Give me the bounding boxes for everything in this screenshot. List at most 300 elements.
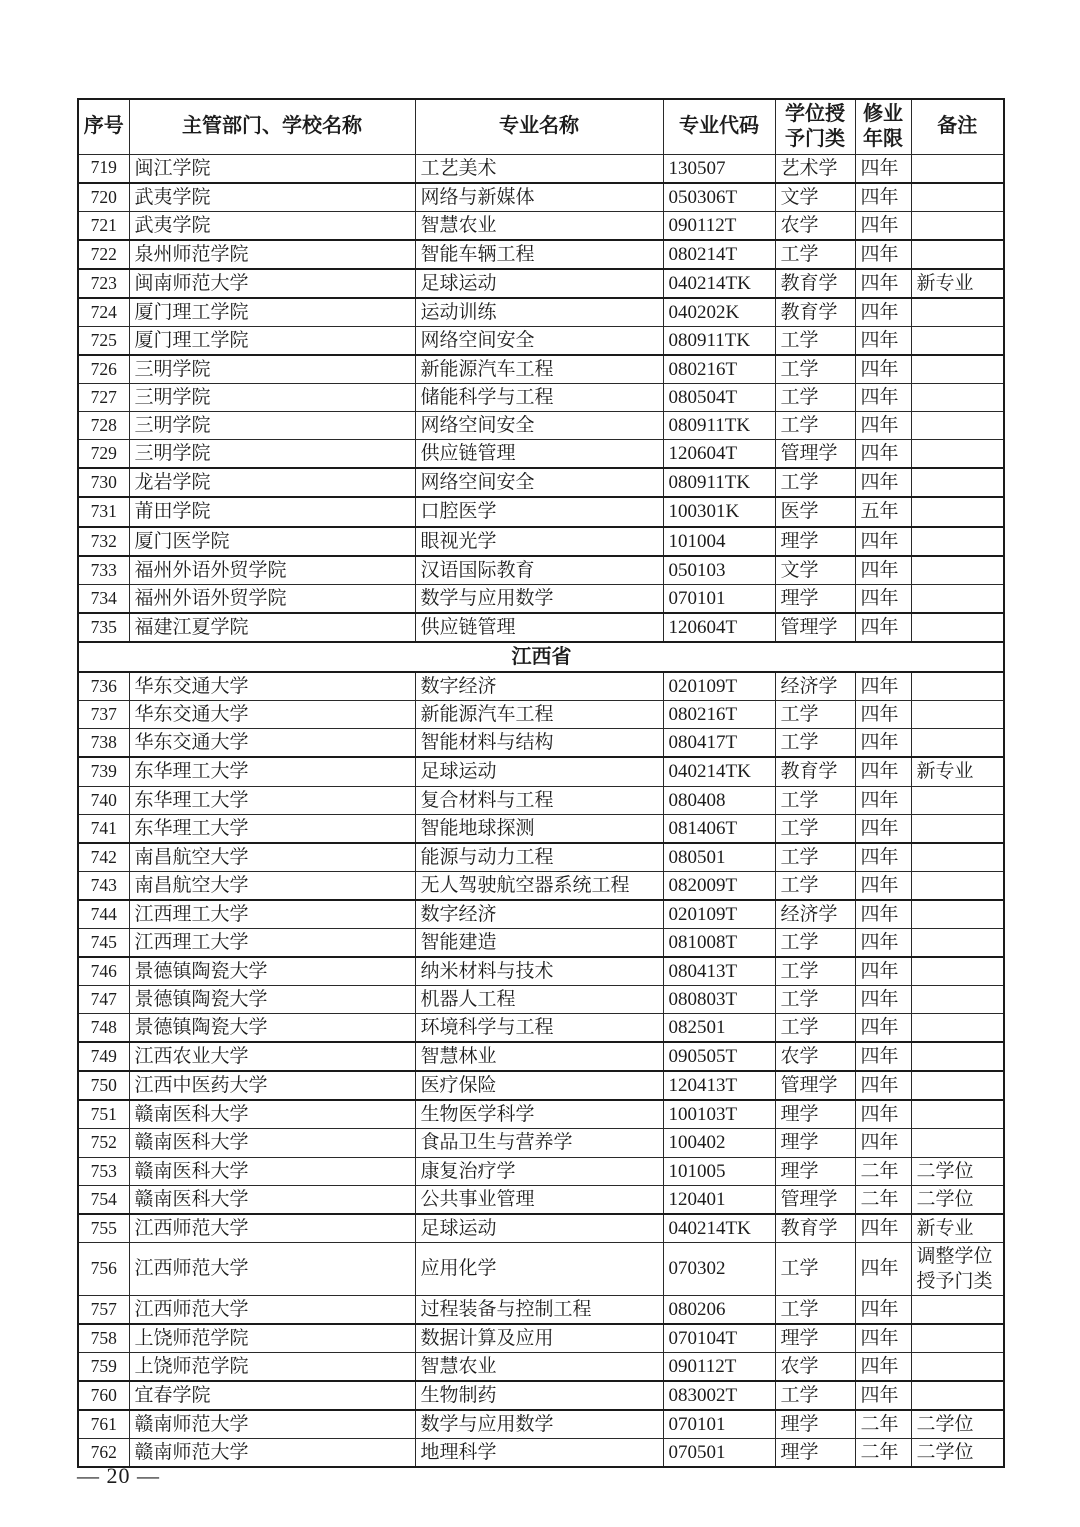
table-body (78, 154, 1004, 1467)
remark-cell (911, 900, 1004, 929)
row-serial-number: 762 (78, 1439, 129, 1468)
major-code-cell: 080911TK (663, 412, 775, 440)
degree-category-cell: 农学 (775, 1353, 855, 1382)
major-code-cell: 080206 (663, 1295, 775, 1324)
remark-cell: 调整学位授予门类 (911, 1242, 1004, 1295)
study-years-cell: 四年 (855, 240, 911, 269)
row-serial-number: 739 (78, 757, 129, 786)
remark-cell (911, 843, 1004, 872)
row-serial-number: 726 (78, 355, 129, 384)
degree-category-cell: 工学 (775, 1295, 855, 1324)
study-years-cell: 四年 (855, 1100, 911, 1129)
study-years-cell: 四年 (855, 900, 911, 929)
degree-category-cell: 工学 (775, 957, 855, 986)
table-row (78, 497, 1004, 526)
row-serial-number: 727 (78, 384, 129, 412)
school-name-cell: 赣南医科大学 (129, 1100, 415, 1129)
degree-category-cell: 管理学 (775, 1071, 855, 1100)
study-years-cell: 四年 (855, 355, 911, 384)
degree-category-cell: 理学 (775, 1439, 855, 1468)
table-row (78, 556, 1004, 585)
remark-cell (911, 183, 1004, 212)
row-serial-number: 724 (78, 298, 129, 327)
row-serial-number: 757 (78, 1295, 129, 1324)
major-name-cell: 足球运动 (415, 1214, 663, 1243)
major-code-cell: 082009T (663, 871, 775, 900)
row-serial-number: 748 (78, 1014, 129, 1043)
remark-cell (911, 928, 1004, 957)
major-name-cell: 供应链管理 (415, 613, 663, 642)
study-years-cell: 四年 (855, 1381, 911, 1410)
row-serial-number: 749 (78, 1042, 129, 1071)
major-name-cell: 地理科学 (415, 1439, 663, 1468)
major-name-cell: 足球运动 (415, 269, 663, 298)
major-code-cell: 101004 (663, 527, 775, 556)
major-name-cell: 应用化学 (415, 1242, 663, 1295)
remark-cell (911, 584, 1004, 613)
remark-cell (911, 871, 1004, 900)
remark-cell (911, 986, 1004, 1014)
degree-category-cell: 工学 (775, 871, 855, 900)
study-years-cell: 四年 (855, 1242, 911, 1295)
row-serial-number: 740 (78, 786, 129, 814)
major-code-cell: 081406T (663, 814, 775, 843)
school-name-cell: 南昌航空大学 (129, 843, 415, 872)
table-row (78, 672, 1004, 701)
major-code-cell: 040202K (663, 298, 775, 327)
remark-cell (911, 729, 1004, 758)
school-name-cell: 江西师范大学 (129, 1214, 415, 1243)
row-serial-number: 760 (78, 1381, 129, 1410)
row-serial-number: 743 (78, 871, 129, 900)
major-code-cell: 070302 (663, 1242, 775, 1295)
row-serial-number: 755 (78, 1214, 129, 1243)
major-name-cell: 复合材料与工程 (415, 786, 663, 814)
school-name-cell: 厦门医学院 (129, 527, 415, 556)
major-code-cell: 080417T (663, 729, 775, 758)
school-name-cell: 龙岩学院 (129, 468, 415, 497)
degree-category-cell: 工学 (775, 1014, 855, 1043)
province-section-label: 江西省 (78, 642, 1004, 672)
major-name-cell: 数学与应用数学 (415, 1410, 663, 1439)
table-row (78, 1157, 1004, 1185)
degree-category-cell: 教育学 (775, 298, 855, 327)
table-row (78, 468, 1004, 497)
row-serial-number: 756 (78, 1242, 129, 1295)
school-name-cell: 江西师范大学 (129, 1242, 415, 1295)
major-code-cell: 083002T (663, 1381, 775, 1410)
major-code-cell: 081008T (663, 928, 775, 957)
table-row (78, 355, 1004, 384)
major-code-cell: 090505T (663, 1042, 775, 1071)
table-row (78, 757, 1004, 786)
major-name-cell: 运动训练 (415, 298, 663, 327)
table-row (78, 527, 1004, 556)
remark-cell (911, 814, 1004, 843)
study-years-cell: 二年 (855, 1410, 911, 1439)
degree-category-cell: 农学 (775, 211, 855, 240)
school-name-cell: 南昌航空大学 (129, 871, 415, 900)
school-name-cell: 赣南医科大学 (129, 1157, 415, 1185)
major-name-cell: 智能地球探测 (415, 814, 663, 843)
table-row (78, 928, 1004, 957)
major-code-cell: 080501 (663, 843, 775, 872)
remark-cell: 二学位 (911, 1410, 1004, 1439)
school-name-cell: 江西理工大学 (129, 900, 415, 929)
study-years-cell: 四年 (855, 269, 911, 298)
remark-cell: 二学位 (911, 1439, 1004, 1468)
row-serial-number: 723 (78, 269, 129, 298)
school-name-cell: 福州外语外贸学院 (129, 584, 415, 613)
major-code-cell: 130507 (663, 154, 775, 183)
study-years-cell: 四年 (855, 527, 911, 556)
degree-category-cell: 工学 (775, 326, 855, 355)
major-code-cell: 090112T (663, 211, 775, 240)
table-row (78, 1100, 1004, 1129)
degree-category-cell: 工学 (775, 843, 855, 872)
major-code-cell: 040214TK (663, 1214, 775, 1243)
header-col-serial-number: 序号 (78, 99, 129, 154)
table-row (78, 211, 1004, 240)
degree-category-cell: 工学 (775, 986, 855, 1014)
degree-category-cell: 工学 (775, 928, 855, 957)
table-row (78, 1439, 1004, 1468)
row-serial-number: 751 (78, 1100, 129, 1129)
school-name-cell: 赣南医科大学 (129, 1129, 415, 1157)
study-years-cell: 四年 (855, 1014, 911, 1043)
row-serial-number: 737 (78, 701, 129, 729)
study-years-cell: 四年 (855, 1353, 911, 1382)
remark-cell (911, 412, 1004, 440)
study-years-cell: 四年 (855, 211, 911, 240)
remark-cell (911, 1324, 1004, 1353)
row-serial-number: 719 (78, 154, 129, 183)
major-code-cell: 070101 (663, 1410, 775, 1439)
study-years-cell: 四年 (855, 1071, 911, 1100)
table-row (78, 1042, 1004, 1071)
degree-category-cell: 经济学 (775, 672, 855, 701)
table-row (78, 1071, 1004, 1100)
major-code-cell: 080216T (663, 355, 775, 384)
table-row (78, 1410, 1004, 1439)
school-name-cell: 赣南医科大学 (129, 1185, 415, 1214)
table-row (78, 1129, 1004, 1157)
table-row (78, 412, 1004, 440)
major-code-cell: 040214TK (663, 757, 775, 786)
major-code-cell: 050103 (663, 556, 775, 585)
school-name-cell: 江西理工大学 (129, 928, 415, 957)
remark-cell (911, 1014, 1004, 1043)
table-row (78, 269, 1004, 298)
major-code-cell: 050306T (663, 183, 775, 212)
degree-category-cell: 文学 (775, 183, 855, 212)
major-name-cell: 口腔医学 (415, 497, 663, 526)
degree-category-cell: 农学 (775, 1042, 855, 1071)
degree-category-cell: 理学 (775, 584, 855, 613)
major-name-cell: 数字经济 (415, 900, 663, 929)
row-serial-number: 731 (78, 497, 129, 526)
remark-cell (911, 298, 1004, 327)
school-name-cell: 泉州师范学院 (129, 240, 415, 269)
degree-category-cell: 工学 (775, 240, 855, 269)
remark-cell (911, 497, 1004, 526)
remark-cell (911, 326, 1004, 355)
study-years-cell: 四年 (855, 986, 911, 1014)
header-col-major-code: 专业代码 (663, 99, 775, 154)
school-name-cell: 江西农业大学 (129, 1042, 415, 1071)
degree-category-cell: 教育学 (775, 757, 855, 786)
table-row (78, 326, 1004, 355)
school-name-cell: 华东交通大学 (129, 701, 415, 729)
remark-cell (911, 468, 1004, 497)
major-name-cell: 过程装备与控制工程 (415, 1295, 663, 1324)
row-serial-number: 758 (78, 1324, 129, 1353)
row-serial-number: 733 (78, 556, 129, 585)
degree-category-cell: 管理学 (775, 1185, 855, 1214)
study-years-cell: 四年 (855, 1129, 911, 1157)
remark-cell (911, 701, 1004, 729)
study-years-cell: 五年 (855, 497, 911, 526)
school-name-cell: 武夷学院 (129, 211, 415, 240)
table-row (78, 154, 1004, 183)
degree-category-cell: 工学 (775, 355, 855, 384)
study-years-cell: 四年 (855, 1042, 911, 1071)
degree-category-cell: 理学 (775, 1324, 855, 1353)
degree-category-cell: 工学 (775, 468, 855, 497)
header-col-study-years: 修业年限 (855, 99, 911, 154)
remark-cell (911, 1129, 1004, 1157)
degree-category-cell: 工学 (775, 1242, 855, 1295)
degree-category-cell: 工学 (775, 701, 855, 729)
major-code-cell: 120604T (663, 613, 775, 642)
school-name-cell: 厦门理工学院 (129, 298, 415, 327)
remark-cell (911, 240, 1004, 269)
major-code-cell: 080911TK (663, 468, 775, 497)
remark-cell (911, 154, 1004, 183)
remark-cell (911, 384, 1004, 412)
major-name-cell: 医疗保险 (415, 1071, 663, 1100)
major-name-cell: 智能车辆工程 (415, 240, 663, 269)
remark-cell (911, 1042, 1004, 1071)
study-years-cell: 二年 (855, 1185, 911, 1214)
study-years-cell: 四年 (855, 584, 911, 613)
major-name-cell: 生物制药 (415, 1381, 663, 1410)
table-row (78, 1295, 1004, 1324)
degree-category-cell: 医学 (775, 497, 855, 526)
degree-category-cell: 理学 (775, 1100, 855, 1129)
major-name-cell: 眼视光学 (415, 527, 663, 556)
table-row (78, 871, 1004, 900)
remark-cell (911, 1295, 1004, 1324)
major-name-cell: 数学与应用数学 (415, 584, 663, 613)
header-col-school-name: 主管部门、学校名称 (129, 99, 415, 154)
study-years-cell: 二年 (855, 1157, 911, 1185)
remark-cell (911, 1353, 1004, 1382)
major-name-cell: 数字经济 (415, 672, 663, 701)
major-code-cell: 070101 (663, 584, 775, 613)
study-years-cell: 四年 (855, 556, 911, 585)
major-name-cell: 生物医学科学 (415, 1100, 663, 1129)
school-name-cell: 赣南师范大学 (129, 1410, 415, 1439)
degree-category-cell: 工学 (775, 729, 855, 758)
row-serial-number: 734 (78, 584, 129, 613)
study-years-cell: 四年 (855, 468, 911, 497)
major-name-cell: 网络空间安全 (415, 468, 663, 497)
table-row (78, 986, 1004, 1014)
degree-category-cell: 工学 (775, 814, 855, 843)
row-serial-number: 754 (78, 1185, 129, 1214)
row-serial-number: 752 (78, 1129, 129, 1157)
school-name-cell: 景德镇陶瓷大学 (129, 957, 415, 986)
school-name-cell: 厦门理工学院 (129, 326, 415, 355)
study-years-cell: 四年 (855, 183, 911, 212)
school-name-cell: 上饶师范学院 (129, 1324, 415, 1353)
degree-category-cell: 理学 (775, 1129, 855, 1157)
study-years-cell: 四年 (855, 154, 911, 183)
row-serial-number: 729 (78, 440, 129, 469)
table-row (78, 843, 1004, 872)
study-years-cell: 四年 (855, 613, 911, 642)
school-name-cell: 宜春学院 (129, 1381, 415, 1410)
school-name-cell: 三明学院 (129, 384, 415, 412)
row-serial-number: 721 (78, 211, 129, 240)
study-years-cell: 四年 (855, 871, 911, 900)
study-years-cell: 四年 (855, 1214, 911, 1243)
major-code-cell: 020109T (663, 672, 775, 701)
row-serial-number: 736 (78, 672, 129, 701)
study-years-cell: 四年 (855, 814, 911, 843)
school-name-cell: 闽江学院 (129, 154, 415, 183)
school-name-cell: 江西师范大学 (129, 1295, 415, 1324)
degree-category-cell: 文学 (775, 556, 855, 585)
school-name-cell: 华东交通大学 (129, 672, 415, 701)
school-name-cell: 武夷学院 (129, 183, 415, 212)
remark-cell (911, 1381, 1004, 1410)
row-serial-number: 720 (78, 183, 129, 212)
row-serial-number: 722 (78, 240, 129, 269)
degree-category-cell: 经济学 (775, 900, 855, 929)
major-name-cell: 智慧农业 (415, 211, 663, 240)
major-code-cell: 120401 (663, 1185, 775, 1214)
major-code-cell: 080504T (663, 384, 775, 412)
row-serial-number: 759 (78, 1353, 129, 1382)
table-row (78, 440, 1004, 469)
major-name-cell: 汉语国际教育 (415, 556, 663, 585)
table-row (78, 701, 1004, 729)
major-name-cell: 新能源汽车工程 (415, 701, 663, 729)
table-row (78, 1185, 1004, 1214)
degree-category-cell: 教育学 (775, 1214, 855, 1243)
major-name-cell: 能源与动力工程 (415, 843, 663, 872)
school-name-cell: 江西中医药大学 (129, 1071, 415, 1100)
major-code-cell: 120604T (663, 440, 775, 469)
major-name-cell: 环境科学与工程 (415, 1014, 663, 1043)
degree-category-cell: 工学 (775, 384, 855, 412)
remark-cell: 新专业 (911, 269, 1004, 298)
table-row (78, 1242, 1004, 1295)
major-code-cell: 080803T (663, 986, 775, 1014)
major-name-cell: 网络与新媒体 (415, 183, 663, 212)
major-code-cell: 100402 (663, 1129, 775, 1157)
row-serial-number: 742 (78, 843, 129, 872)
header-col-major-name: 专业名称 (415, 99, 663, 154)
study-years-cell: 四年 (855, 326, 911, 355)
degree-category-cell: 管理学 (775, 440, 855, 469)
table-row (78, 1353, 1004, 1382)
major-code-cell: 070104T (663, 1324, 775, 1353)
school-name-cell: 三明学院 (129, 412, 415, 440)
major-code-cell: 070501 (663, 1439, 775, 1468)
degree-category-cell: 教育学 (775, 269, 855, 298)
remark-cell (911, 527, 1004, 556)
table-row (78, 1014, 1004, 1043)
major-code-cell: 120413T (663, 1071, 775, 1100)
major-code-cell: 101005 (663, 1157, 775, 1185)
remark-cell: 新专业 (911, 757, 1004, 786)
degree-category-cell: 工学 (775, 786, 855, 814)
major-code-cell: 020109T (663, 900, 775, 929)
major-name-cell: 工艺美术 (415, 154, 663, 183)
table-row (78, 1324, 1004, 1353)
table-header-row (78, 99, 1004, 154)
study-years-cell: 四年 (855, 729, 911, 758)
remark-cell: 二学位 (911, 1185, 1004, 1214)
study-years-cell: 四年 (855, 298, 911, 327)
major-code-cell: 080214T (663, 240, 775, 269)
table-row (78, 729, 1004, 758)
major-code-cell: 080408 (663, 786, 775, 814)
study-years-cell: 四年 (855, 440, 911, 469)
table-row (78, 584, 1004, 613)
row-serial-number: 738 (78, 729, 129, 758)
degree-category-cell: 工学 (775, 412, 855, 440)
major-name-cell: 足球运动 (415, 757, 663, 786)
major-name-cell: 智慧林业 (415, 1042, 663, 1071)
study-years-cell: 四年 (855, 757, 911, 786)
degree-category-cell: 工学 (775, 1381, 855, 1410)
row-serial-number: 744 (78, 900, 129, 929)
major-name-cell: 机器人工程 (415, 986, 663, 1014)
row-serial-number: 732 (78, 527, 129, 556)
school-name-cell: 福建江夏学院 (129, 613, 415, 642)
header-col-remark: 备注 (911, 99, 1004, 154)
province-section-row (78, 642, 1004, 672)
row-serial-number: 750 (78, 1071, 129, 1100)
row-serial-number: 728 (78, 412, 129, 440)
study-years-cell: 四年 (855, 957, 911, 986)
table-row (78, 900, 1004, 929)
study-years-cell: 四年 (855, 928, 911, 957)
school-name-cell: 景德镇陶瓷大学 (129, 1014, 415, 1043)
row-serial-number: 735 (78, 613, 129, 642)
degree-category-cell: 艺术学 (775, 154, 855, 183)
major-name-cell: 智能建造 (415, 928, 663, 957)
school-name-cell: 三明学院 (129, 440, 415, 469)
remark-cell (911, 613, 1004, 642)
table-row (78, 814, 1004, 843)
major-code-cell: 082501 (663, 1014, 775, 1043)
major-code-cell: 100103T (663, 1100, 775, 1129)
major-name-cell: 网络空间安全 (415, 326, 663, 355)
major-name-cell: 新能源汽车工程 (415, 355, 663, 384)
major-name-cell: 食品卫生与营养学 (415, 1129, 663, 1157)
major-code-cell: 040214TK (663, 269, 775, 298)
row-serial-number: 747 (78, 986, 129, 1014)
degree-category-cell: 理学 (775, 527, 855, 556)
remark-cell (911, 211, 1004, 240)
remark-cell (911, 355, 1004, 384)
study-years-cell: 四年 (855, 412, 911, 440)
